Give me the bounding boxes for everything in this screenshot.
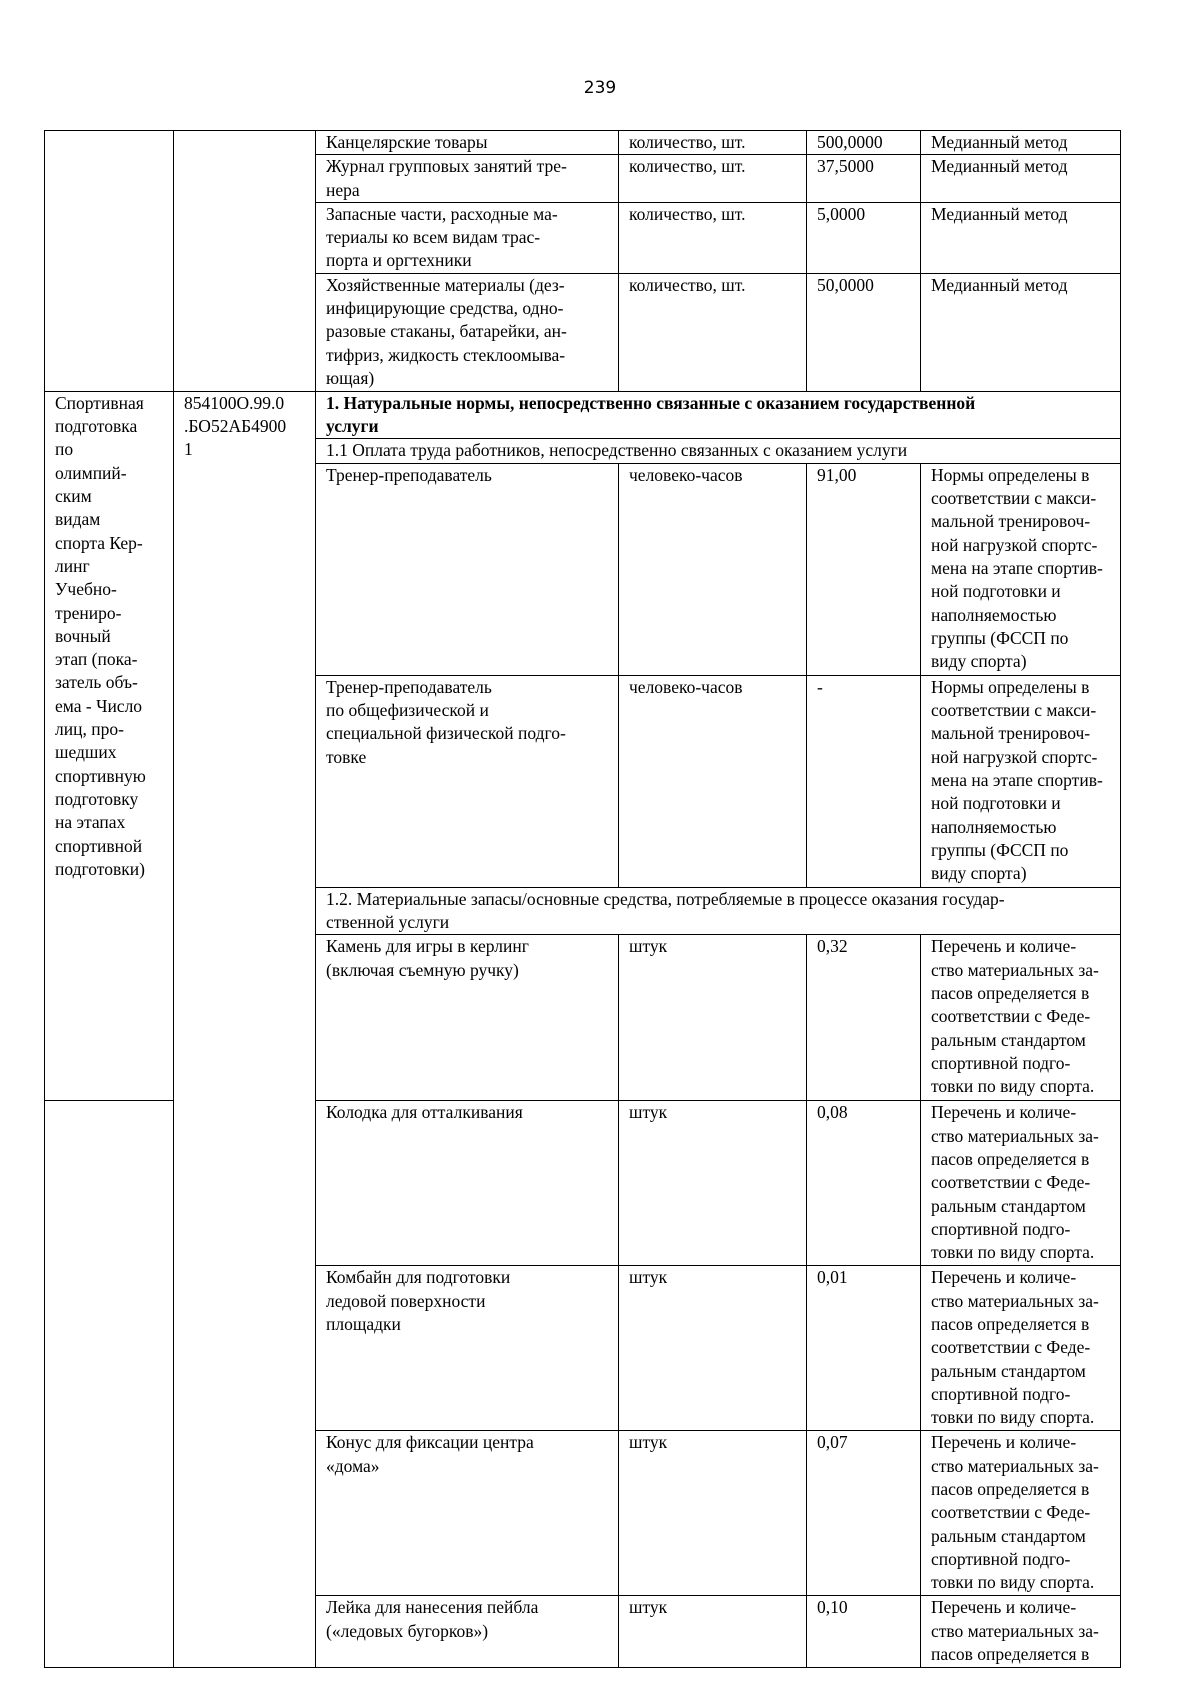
empty-service-cell [45,131,174,392]
item-note: Перечень и количе- ство материальных за- пасов определяется в соответствии с Феде- ральным стандартом спортивной подго- товки по виду спорта. [921,1266,1121,1431]
item-note: Перечень и количе- ство материальных за- пасов определяется в соответствии с Феде- ральным стандартом спортивной подго- товки по виду спорта. [921,1431,1121,1596]
item-value: - [807,675,921,887]
item-value: 500,0000 [807,131,921,155]
item-method: Медианный метод [921,202,1121,273]
item-value: 5,0000 [807,202,921,273]
item-name: Канцелярские товары [316,131,619,155]
table-row [45,131,1121,155]
item-name: Тренер-преподаватель [316,463,619,675]
item-value: 0,07 [807,1431,921,1596]
item-value: 0,10 [807,1596,921,1668]
item-unit: штук [619,1431,807,1596]
item-name: Камень для игры в керлинг (включая съемную ручку) [316,935,619,1101]
item-note: Нормы определены в соответствии с макси- мальной тренировоч- ной нагрузкой спортс- мена на этапе спортив- ной подготовки и наполняемостью группы (ФССП по виду спорта) [921,463,1121,675]
item-value: 0,08 [807,1101,921,1266]
item-value: 0,32 [807,935,921,1101]
item-value: 91,00 [807,463,921,675]
item-note: Перечень и количе- ство материальных за- пасов определяется в соответствии с Феде- ральным стандартом спортивной подго- товки по виду спорта. [921,1101,1121,1266]
item-value: 0,01 [807,1266,921,1431]
empty-code-cell [174,131,316,392]
item-unit: штук [619,1266,807,1431]
section-heading-row [45,391,1121,439]
norms-table [44,130,1121,1668]
page-number: 239 [583,78,617,98]
item-unit: количество, шт. [619,273,807,391]
empty-service-cell [45,1101,174,1668]
item-unit: количество, шт. [619,131,807,155]
service-name: Спортивная подготовка по олимпий- ским видам спорта Кер- линг Учебно- трениро- вочный этап (пока- затель объ- ема - Число лиц, про- шедших спортивную подготовку на этапах спортивной подготовки) [45,391,174,1100]
item-note: Перечень и количе- ство материальных за- пасов определяется в соответствии с Феде- ральным стандартом спортивной подго- товки по виду спорта. [921,935,1121,1101]
item-unit: количество, шт. [619,155,807,203]
item-unit: человеко-часов [619,463,807,675]
item-name: Запасные части, расходные ма- териалы ко всем видам трас- порта и оргтехники [316,202,619,273]
item-unit: штук [619,935,807,1101]
section-1-2-heading: 1.2. Материальные запасы/основные средства, потребляемые в процессе оказания государ- ственной услуги [316,887,1121,935]
item-name: Комбайн для подготовки ледовой поверхности площадки [316,1266,619,1431]
item-name: Колодка для отталкивания [316,1101,619,1266]
item-name: Хозяйственные материалы (дез- инфицирующие средства, одно- разовые стаканы, батарейки, ан- тифриз, жидкость стеклоомыва- ющая) [316,273,619,391]
item-name: Тренер-преподаватель по общефизической и специальной физической подго- товке [316,675,619,887]
item-unit: штук [619,1101,807,1266]
item-note: Перечень и количе- ство материальных за- пасов определяется в [921,1596,1121,1668]
item-method: Медианный метод [921,155,1121,203]
item-name: Журнал групповых занятий тре- нера [316,155,619,203]
service-code: 854100О.99.0 .БО52АБ4900 1 [174,391,316,1667]
item-note: Нормы определены в соответствии с макси- мальной тренировоч- ной нагрузкой спортс- мена на этапе спортив- ной подготовки и наполняемостью группы (ФССП по виду спорта) [921,675,1121,887]
item-name: Лейка для нанесения пейбла («ледовых бугорков») [316,1596,619,1668]
item-name: Конус для фиксации центра «дома» [316,1431,619,1596]
item-unit: человеко-часов [619,675,807,887]
item-unit: штук [619,1596,807,1668]
item-method: Медианный метод [921,131,1121,155]
item-unit: количество, шт. [619,202,807,273]
item-method: Медианный метод [921,273,1121,391]
section-1-heading: 1. Натуральные нормы, непосредственно связанные с оказанием государственной услуги [316,391,1121,439]
item-value: 37,5000 [807,155,921,203]
section-1-1-heading: 1.1 Оплата труда работников, непосредственно связанных с оказанием услуги [316,439,1121,463]
item-value: 50,0000 [807,273,921,391]
